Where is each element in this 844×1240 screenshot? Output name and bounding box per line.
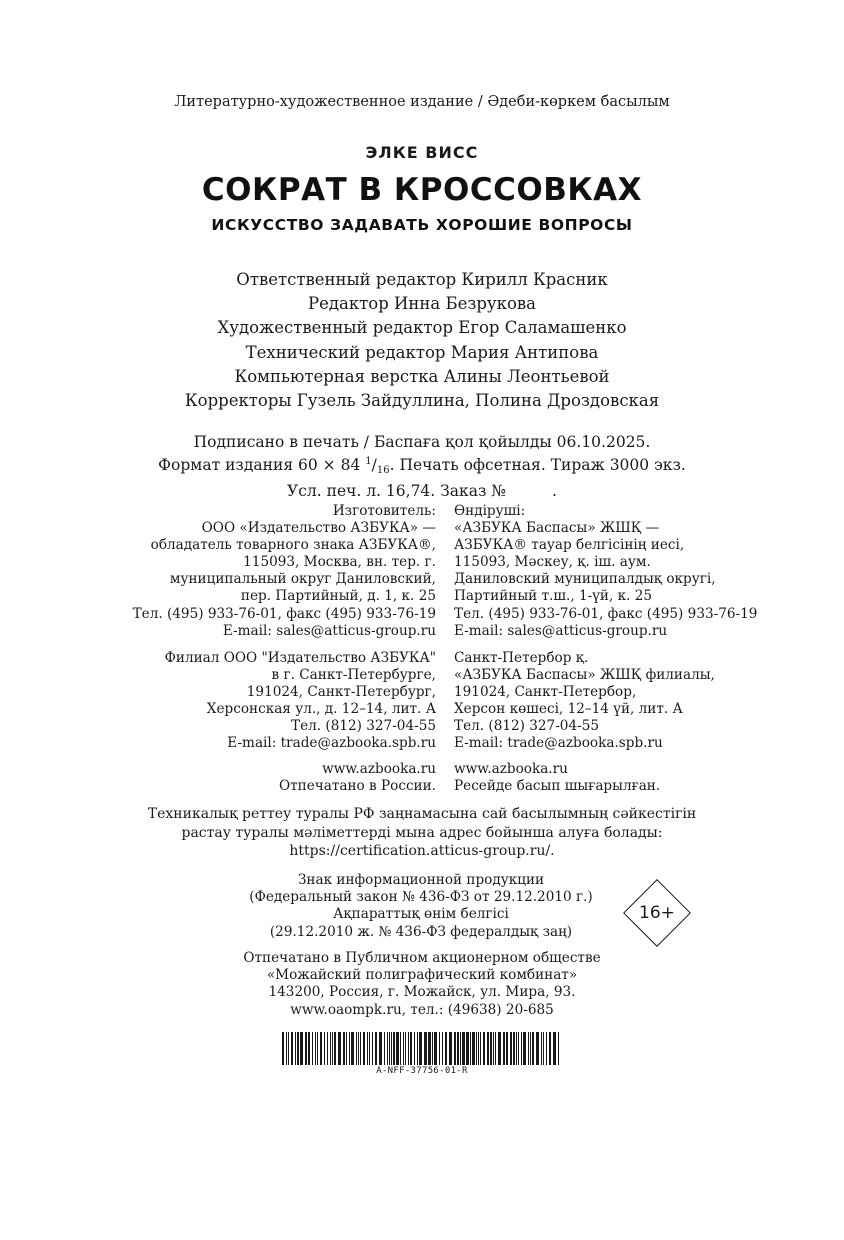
barcode-bar <box>410 1032 412 1065</box>
barcode-bar <box>493 1032 494 1065</box>
barcode-bar <box>541 1032 542 1065</box>
barcode-bar <box>428 1032 431 1065</box>
barcode-bar <box>384 1032 385 1065</box>
barcode-bar <box>297 1032 299 1065</box>
barcode-bar <box>478 1032 479 1065</box>
barcode-bar <box>332 1032 333 1065</box>
sheets-end: . <box>552 482 557 500</box>
signed-date: Подписано в печать / Баспаға қол қойылды 06.10.2025. <box>193 433 651 451</box>
credit-line: Ответственный редактор Кирилл Красник <box>236 270 608 289</box>
barcode-bar <box>408 1032 409 1065</box>
barcode-bar <box>414 1032 415 1065</box>
branch-ru <box>165 650 436 753</box>
text-line: Өндіруші: <box>454 503 526 519</box>
barcode-bar <box>506 1032 508 1065</box>
web-kz <box>454 761 660 795</box>
editorial-credits <box>0 268 844 413</box>
branch-kz <box>454 650 715 753</box>
barcode-bar <box>291 1032 293 1065</box>
barcode-bar <box>396 1032 399 1065</box>
barcode-bar <box>356 1032 357 1065</box>
text-line: обладатель товарного знака АЗБУКА®, <box>150 537 436 554</box>
barcode-bar <box>510 1032 512 1065</box>
manufacturer-ru <box>133 503 436 640</box>
barcode-bar <box>432 1032 433 1065</box>
barcode-bar <box>400 1032 401 1065</box>
barcode-bar <box>300 1032 303 1065</box>
barcode-bar <box>393 1032 395 1065</box>
barcode-bar <box>483 1032 485 1065</box>
manufacturer-block <box>0 503 844 645</box>
web-block <box>0 761 844 797</box>
barcode-bar <box>487 1032 489 1065</box>
barcode-bar <box>375 1032 377 1065</box>
website-link[interactable]: www.azbooka.ru <box>454 761 568 777</box>
text-line: Партийный т.ш., 1-үй, к. 25 <box>454 588 653 605</box>
text-line: Даниловский муниципалдық округі, <box>454 571 716 588</box>
barcode-bar <box>391 1032 392 1065</box>
format-line <box>0 452 844 481</box>
barcode-bar <box>495 1032 496 1065</box>
format-slash: / <box>371 456 377 474</box>
text-line: Тел. (812) 327-04-55 <box>454 718 599 735</box>
text-line: Тел. (812) 327-04-55 <box>291 718 436 735</box>
barcode-bar <box>549 1032 551 1065</box>
text-line: растау туралы мәліметтерді мына адрес бойынша алуға болады: <box>181 824 663 841</box>
format-numerator: 1 <box>365 456 372 467</box>
author-name: ЭЛКЕ ВИСС <box>365 143 479 162</box>
text-line: 191024, Санкт-Петербург, <box>246 684 436 701</box>
text-line: Херсон көшесі, 12–14 үй, лит. А <box>454 701 683 718</box>
age-rating-label: 16+ <box>639 903 675 923</box>
barcode-bar <box>330 1032 331 1065</box>
barcode-bar <box>389 1032 390 1065</box>
text-line: Отпечатано в Публичном акционерном обществе <box>243 950 601 966</box>
printer-info <box>0 950 844 1019</box>
text-line: (29.12.2010 ж. № 436-ФЗ федералдық заң) <box>269 923 573 940</box>
text-line: Изготовитель: <box>332 503 436 519</box>
text-line: Знак информационной продукции <box>297 872 545 888</box>
barcode-bar <box>528 1032 529 1065</box>
text-line: АЗБУКА® тауар белгісінің иесі, <box>454 537 685 554</box>
text-line: 143200, Россия, г. Можайск, ул. Мира, 93. <box>268 984 576 1001</box>
barcode-bar <box>454 1032 456 1065</box>
text-line: «АЗБУКА Баспасы» ЖШҚ — <box>454 520 660 537</box>
text-line: Санкт-Петербор қ. <box>454 650 589 666</box>
barcode-bar <box>457 1032 459 1065</box>
text-line: «Можайский полиграфический комбинат» <box>266 967 578 984</box>
text-line: Ресейде басып шығарылған. <box>454 778 661 795</box>
barcode-bar <box>334 1032 336 1065</box>
barcode-bar <box>417 1032 418 1065</box>
text-line: Техникалық реттеу туралы РФ заңнамасына сай басылымның сәйкестігін <box>147 806 697 822</box>
genre-line: Литературно-художественное издание / Әдеби-көркем басылым <box>174 94 670 110</box>
barcode-bar <box>387 1032 388 1065</box>
text-line: E-mail: trade@azbooka.spb.ru <box>227 735 436 752</box>
barcode-bar <box>449 1032 452 1065</box>
format-suffix: . Печать офсетная. Тираж 3000 экз. <box>389 456 686 474</box>
info-sign-text <box>246 872 596 941</box>
barcode-bar <box>462 1032 465 1065</box>
barcode-bar <box>295 1032 296 1065</box>
text-line: Тел. (495) 933-76-01, факс (495) 933-76-19 <box>132 605 436 622</box>
barcode-bar <box>516 1032 517 1065</box>
barcode-bar <box>521 1032 522 1065</box>
text-line: пер. Партийный, д. 1, к. 25 <box>240 588 436 605</box>
web-ru <box>279 761 436 795</box>
barcode-bar <box>490 1032 492 1065</box>
barcode-bar <box>442 1032 443 1065</box>
barcode-bar <box>379 1032 382 1065</box>
format-prefix: Формат издания 60 × 84 <box>158 456 361 474</box>
sheets-line <box>0 481 844 501</box>
barcode-bar <box>360 1032 361 1065</box>
text-line: 191024, Санкт-Петербор, <box>454 684 637 701</box>
barcode-bar <box>530 1032 531 1065</box>
barcode-bar <box>312 1032 313 1065</box>
barcode-bar <box>523 1032 526 1065</box>
text-line: 115093, Мәскеу, қ. іш. аум. <box>454 554 651 571</box>
barcode-bar <box>305 1032 307 1065</box>
barcode-bar <box>315 1032 316 1065</box>
book-subtitle: ИСКУССТВО ЗАДАВАТЬ ХОРОШИЕ ВОПРОСЫ <box>211 216 633 234</box>
text-line: «АЗБУКА Баспасы» ЖШҚ филиалы, <box>454 667 715 684</box>
barcode-bar <box>405 1032 406 1065</box>
barcode-bar <box>369 1032 370 1065</box>
barcode-bar <box>466 1032 469 1065</box>
credit-line: Художественный редактор Егор Саламашенко <box>217 318 627 338</box>
barcode-bar <box>460 1032 461 1065</box>
barcode-bar <box>553 1032 556 1065</box>
barcode-bar <box>445 1032 447 1065</box>
book-title: СОКРАТ В КРОССОВКАХ <box>201 172 643 208</box>
barcode-bar <box>513 1032 515 1065</box>
barcode-bar <box>343 1032 345 1065</box>
barcode-bar <box>351 1032 354 1065</box>
barcode-bar <box>324 1032 325 1065</box>
barcode-bar <box>546 1032 547 1065</box>
manufacturer-kz <box>454 503 757 640</box>
credit-line: Редактор Инна Безрукова <box>307 294 537 314</box>
barcode-bar <box>472 1032 475 1065</box>
barcode-bar <box>320 1032 322 1065</box>
barcode-bar <box>308 1032 310 1065</box>
barcode-bar <box>403 1032 404 1065</box>
barcode-bar <box>363 1032 365 1065</box>
barcode-bar <box>327 1032 328 1065</box>
barcode-bar <box>358 1032 359 1065</box>
text-line: Херсонская ул., д. 12–14, лит. А <box>206 701 436 718</box>
text-line: 115093, Москва, вн. тер. г. <box>243 554 436 571</box>
barcode-bar <box>434 1032 437 1065</box>
text-line: E-mail: sales@atticus-group.ru <box>222 622 436 639</box>
barcode-bar <box>543 1032 544 1065</box>
credit-line: Компьютерная верстка Алины Леонтьевой <box>234 366 610 386</box>
age-rating-badge <box>623 879 691 947</box>
barcode-bar <box>346 1032 347 1065</box>
text-line: ООО «Издательство АЗБУКА» — <box>201 520 436 537</box>
barcode-bar <box>536 1032 539 1065</box>
barcode-bar <box>372 1032 373 1065</box>
text-line: Ақпараттық өнім белгісі <box>333 906 509 923</box>
barcode-bar <box>424 1032 427 1065</box>
credit-line: Корректоры Гузель Зайдуллина, Полина Дроздовская <box>184 391 660 411</box>
barcode-bar <box>498 1032 501 1065</box>
branch-block <box>0 650 844 754</box>
text-line: E-mail: sales@atticus-group.ru <box>454 622 668 639</box>
credit-line: Технический редактор Мария Антипова <box>245 342 599 362</box>
barcode-bar <box>288 1032 289 1065</box>
barcode-bar <box>338 1032 341 1065</box>
website-link[interactable]: www.azbooka.ru <box>322 761 436 777</box>
text-line: муниципальный округ Даниловский, <box>169 571 436 588</box>
barcode-bar <box>282 1032 284 1065</box>
barcode-bar <box>476 1032 477 1065</box>
barcode-bar <box>518 1032 519 1065</box>
barcode-code: A-NFF-37756-01-R <box>376 1066 468 1076</box>
barcode-bar <box>558 1032 559 1065</box>
text-line: www.oaompk.ru, тел.: (49638) 20-685 <box>290 1001 554 1018</box>
text-line: Филиал ООО "Издательство АЗБУКА" <box>164 650 436 666</box>
certification-link[interactable]: https://certification.atticus-group.ru/. <box>289 843 555 859</box>
print-info <box>0 432 844 501</box>
certification-note <box>0 805 844 861</box>
barcode-bar <box>480 1032 481 1065</box>
barcode-bar <box>439 1032 440 1065</box>
barcode-bar <box>317 1032 318 1065</box>
barcode-bar <box>470 1032 471 1065</box>
barcode-bar <box>367 1032 368 1065</box>
format-denominator: 16 <box>376 465 390 476</box>
barcode-bar <box>349 1032 350 1065</box>
text-line: E-mail: trade@azbooka.spb.ru <box>454 735 663 752</box>
barcode-bar <box>532 1032 534 1065</box>
text-line: Тел. (495) 933-76-01, факс (495) 933-76-19 <box>454 605 758 622</box>
barcode-bar <box>503 1032 505 1065</box>
barcode <box>282 1032 562 1065</box>
sheets-text: Усл. печ. л. 16,74. Заказ № <box>287 482 507 500</box>
text-line: (Федеральный закон № 436-ФЗ от 29.12.2010 г.) <box>249 889 593 906</box>
barcode-bar <box>419 1032 422 1065</box>
barcode-bar <box>286 1032 287 1065</box>
text-line: в г. Санкт-Петербурге, <box>271 667 436 684</box>
text-line: Отпечатано в России. <box>278 778 436 795</box>
